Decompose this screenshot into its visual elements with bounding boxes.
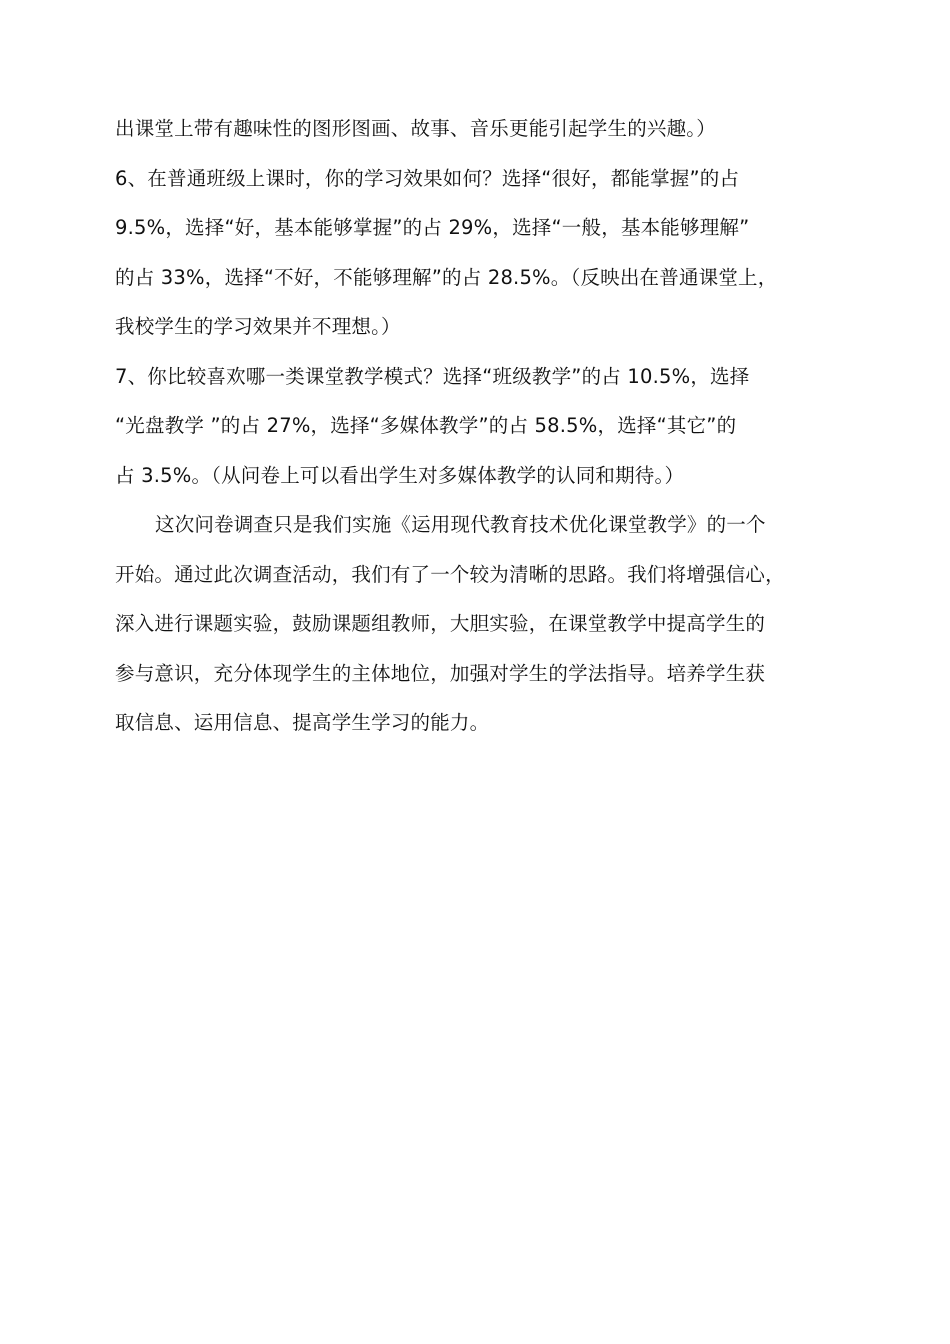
text-line: 参与意识，充分体现学生的主体地位，加强对学生的学法指导。培养学生获: [115, 661, 766, 685]
text-line: 占 3.5%。（从问卷上可以看出学生对多媒体教学的认同和期待。）: [115, 463, 685, 487]
text-line: 开始。通过此次调查活动，我们有了一个较为清晰的思路。我们将增强信心，: [115, 562, 785, 586]
text-line: 深入进行课题实验，鼓励课题组教师，大胆实验，在课堂教学中提高学生的: [115, 612, 766, 635]
body-text: [115, 104, 860, 748]
question-6-line: 6、在普通班级上课时，你的学习效果如何？选择“很好，都能掌握”的占: [115, 166, 740, 190]
question-7-line: 7、你比较喜欢哪一类课堂教学模式？选择“班级教学”的占 10.5%，选择: [115, 364, 750, 388]
text-line: “光盘教学 ”的占 27%，选择“多媒体教学”的占 58.5%，选择“其它”的: [115, 414, 737, 437]
text-line: 的占 33%，选择“不好，不能够理解”的占 28.5%。（反映出在普通课堂上，: [115, 265, 778, 289]
conclusion-paragraph-start: 这次问卷调查只是我们实施《运用现代教育技术优化课堂教学》的一个: [155, 513, 766, 536]
text-line: 我校学生的学习效果并不理想。）: [115, 315, 401, 338]
text-line: 9.5%，选择“好，基本能够掌握”的占 29%，选择“一般，基本能够理解”: [115, 216, 750, 239]
text-line: 出课堂上带有趣味性的图形图画、故事、音乐更能引起学生的兴趣。）: [115, 117, 716, 140]
text-line: 取信息、运用信息、提高学生学习的能力。: [115, 711, 490, 734]
